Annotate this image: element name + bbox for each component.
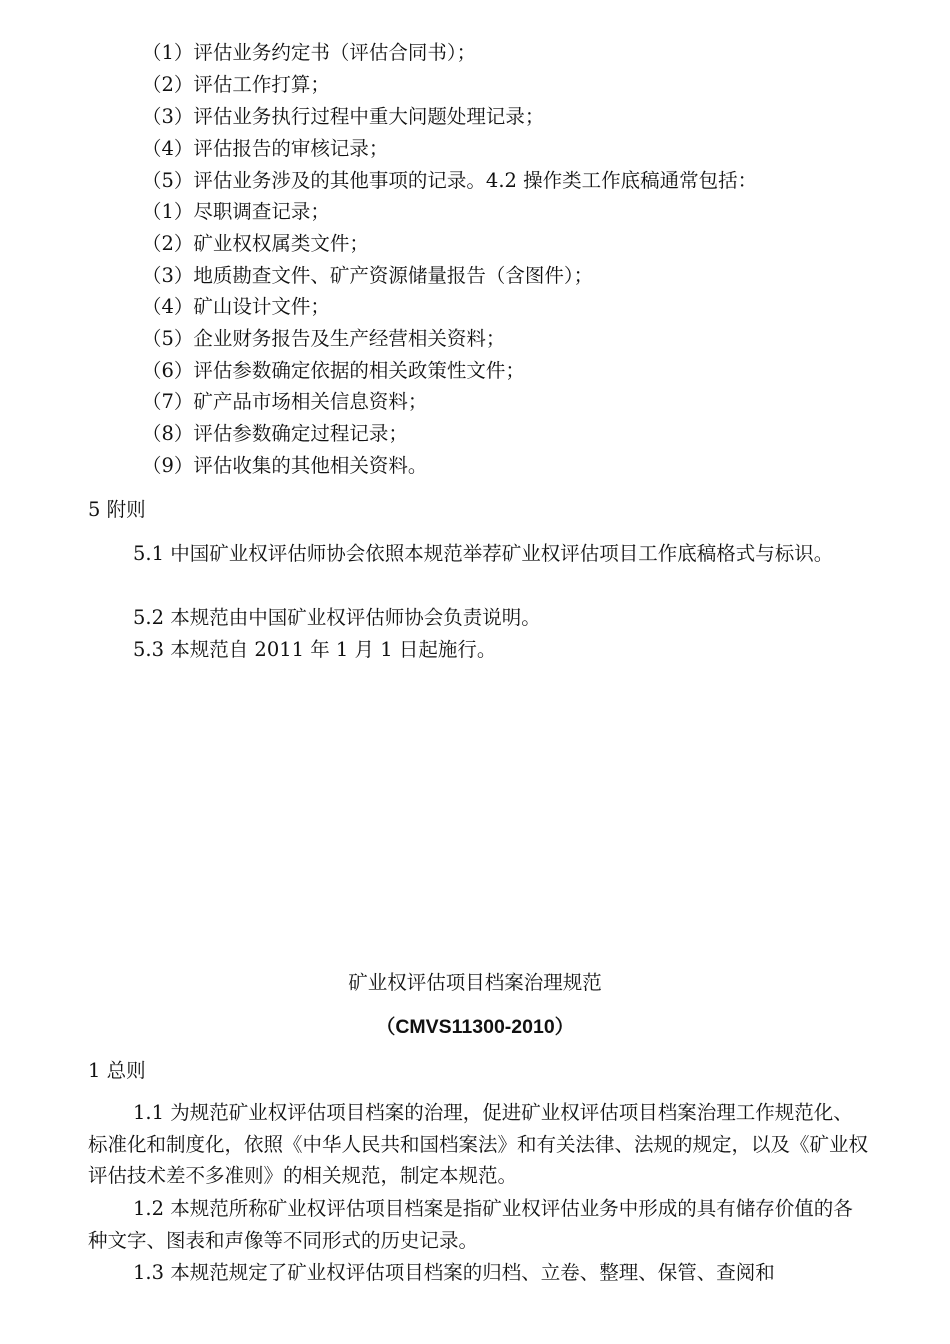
- list-item: （9）评估收集的其他相关资料。: [142, 454, 428, 477]
- paragraph: 1.1 为规范矿业权评估项目档案的治理，促进矿业权评估项目档案治理工作规范化、标准化和制度化，依照《中华人民共和国档案法》和有关法律、法规的规定，以及《矿业权评估技术差不多准则》的相关规范，制定本规范。: [88, 1101, 869, 1187]
- list-item: （1）尽职调查记录；: [142, 200, 330, 223]
- list-item: （6）评估参数确定依据的相关政策性文件；: [142, 359, 525, 382]
- list-item: （4）矿山设计文件；: [142, 295, 330, 318]
- paragraph: 1.3 本规范规定了矿业权评估项目档案的归档、立卷、整理、保管、查阅和: [133, 1261, 775, 1284]
- paragraph: 5.2 本规范由中国矿业权评估师协会负责说明。: [133, 606, 541, 629]
- list-item: （2）矿业权权属类文件；: [142, 232, 369, 255]
- list-item: （2）评估工作打算；: [142, 73, 330, 96]
- list-item: （3）评估业务执行过程中重大问题处理记录；: [142, 105, 545, 128]
- paragraph: 5.3 本规范自 2011 年 1 月 1 日起施行。: [133, 638, 497, 661]
- section-heading: 5 附则: [88, 498, 146, 521]
- paragraph: 5.1 中国矿业权评估师协会依照本规范举荐矿业权评估项目工作底稿格式与标识。: [133, 542, 834, 565]
- list-item: （1）评估业务约定书（评估合同书）；: [142, 41, 477, 64]
- list-item: （8）评估参数确定过程记录；: [142, 422, 408, 445]
- document-title: 矿业权评估项目档案治理规范: [348, 971, 602, 994]
- list-item: （5）评估业务涉及的其他事项的记录。4.2 操作类工作底稿通常包括：: [142, 169, 758, 192]
- paragraph: 1.2 本规范所称矿业权评估项目档案是指矿业权评估业务中形成的具有储存价值的各种文字、图表和声像等不同形式的历史记录。: [88, 1197, 853, 1252]
- section-heading: 1 总则: [88, 1059, 146, 1082]
- document-code: （CMVS11300-2010）: [375, 1016, 575, 1038]
- list-item: （3）地质勘查文件、矿产资源储量报告（含图件）；: [142, 264, 594, 287]
- list-item: （4）评估报告的审核记录；: [142, 137, 389, 160]
- list-item: （7）矿产品市场相关信息资料；: [142, 390, 428, 413]
- list-item: （5）企业财务报告及生产经营相关资料；: [142, 327, 506, 350]
